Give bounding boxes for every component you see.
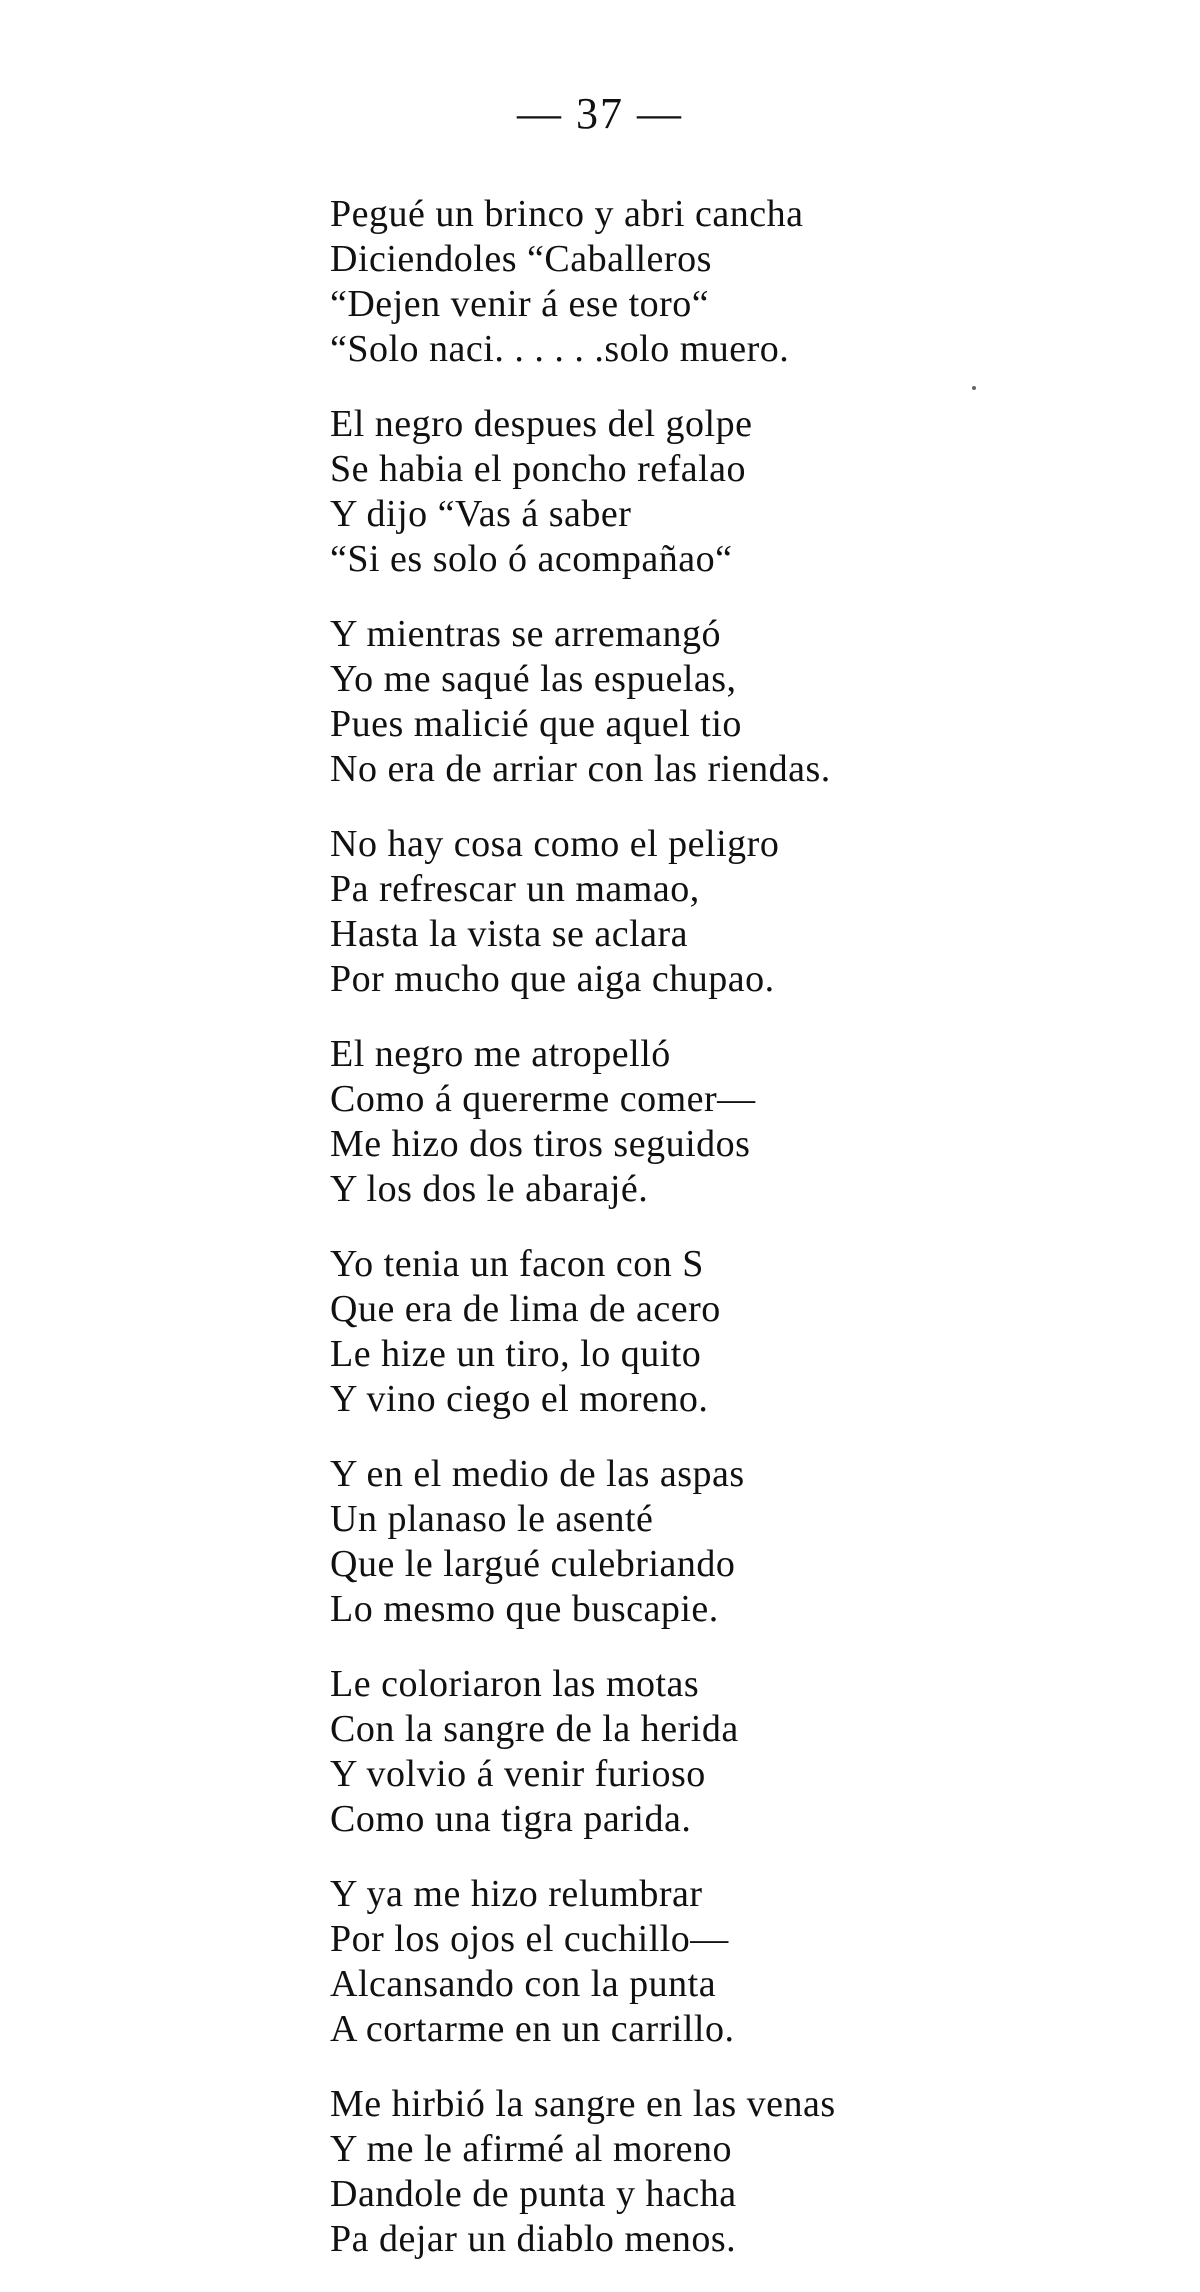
verse-line: Como una tigra parida. bbox=[330, 1798, 692, 1840]
verse-line: “Si es solo ó acompañao“ bbox=[330, 538, 733, 580]
verse-line: Por mucho que aiga chupao. bbox=[330, 958, 775, 1000]
stanza-2 bbox=[330, 402, 1150, 582]
stanza-10 bbox=[330, 2082, 1150, 2262]
verse-line: “Solo naci. . . . . .solo muero. bbox=[330, 328, 790, 370]
verse-line: Me hizo dos tiros seguidos bbox=[330, 1123, 751, 1165]
verse-line: Como á quererme comer— bbox=[330, 1078, 756, 1120]
verse-line: Y volvio á venir furioso bbox=[330, 1753, 706, 1795]
verse-line: Y ya me hizo relumbrar bbox=[330, 1873, 703, 1915]
verse-line: El negro despues del golpe bbox=[330, 403, 753, 445]
verse-line: Se habia el poncho refalao bbox=[330, 448, 747, 490]
verse-line: Pegué un brinco y abri cancha bbox=[330, 193, 804, 235]
verse-line: Que le largué culebriando bbox=[330, 1543, 736, 1585]
verse-line: Hasta la vista se aclara bbox=[330, 913, 689, 955]
verse-line: Lo mesmo que buscapie. bbox=[330, 1588, 719, 1630]
stanza-4 bbox=[330, 822, 1150, 1002]
verse-line: Y los dos le abarajé. bbox=[330, 1168, 649, 1210]
verse-line: Y mientras se arremangó bbox=[330, 613, 721, 655]
stanza-5 bbox=[330, 1032, 1150, 1212]
verse-line: Pues malicié que aquel tio bbox=[330, 703, 742, 745]
verse-line: Con la sangre de la herida bbox=[330, 1708, 739, 1750]
verse-line: Me hirbió la sangre en las venas bbox=[330, 2083, 836, 2125]
verse-line: Un planaso le asenté bbox=[330, 1498, 654, 1540]
verse-line: Le hize un tiro, lo quito bbox=[330, 1333, 702, 1375]
verse-line: Le coloriaron las motas bbox=[330, 1663, 700, 1705]
verse-line: Y en el medio de las aspas bbox=[330, 1453, 745, 1495]
verse-line: Pa refrescar un mamao, bbox=[330, 868, 700, 910]
stanza-6 bbox=[330, 1242, 1150, 1422]
stanza-1 bbox=[330, 192, 1150, 372]
verse-line: Alcansando con la punta bbox=[330, 1963, 717, 2005]
verse-line: No hay cosa como el peligro bbox=[330, 823, 780, 865]
verse-line: Por los ojos el cuchillo— bbox=[330, 1918, 729, 1960]
poem bbox=[330, 192, 1150, 2292]
page-number: — 37 — bbox=[517, 89, 683, 138]
verse-line: Dandole de punta y hacha bbox=[330, 2173, 737, 2215]
verse-line: Y dijo “Vas á saber bbox=[330, 493, 632, 535]
verse-line: Pa dejar un diablo menos. bbox=[330, 2218, 737, 2260]
stanza-8 bbox=[330, 1662, 1150, 1842]
verse-line: Yo me saqué las espuelas, bbox=[330, 658, 737, 700]
stanza-3 bbox=[330, 612, 1150, 792]
verse-line: El negro me atropelló bbox=[330, 1033, 671, 1075]
verse-line: “Dejen venir á ese toro“ bbox=[330, 283, 710, 325]
verse-line: Y vino ciego el moreno. bbox=[330, 1378, 709, 1420]
verse-line: Que era de lima de acero bbox=[330, 1288, 721, 1330]
stanza-9 bbox=[330, 1872, 1150, 2052]
verse-line: Yo tenia un facon con S bbox=[330, 1243, 704, 1285]
verse-line: Y me le afirmé al moreno bbox=[330, 2128, 733, 2170]
verse-line: Diciendoles “Caballeros bbox=[330, 238, 712, 280]
verse-line: No era de arriar con las riendas. bbox=[330, 748, 831, 790]
verse-line: A cortarme en un carrillo. bbox=[330, 2008, 735, 2050]
stanza-7 bbox=[330, 1452, 1150, 1632]
